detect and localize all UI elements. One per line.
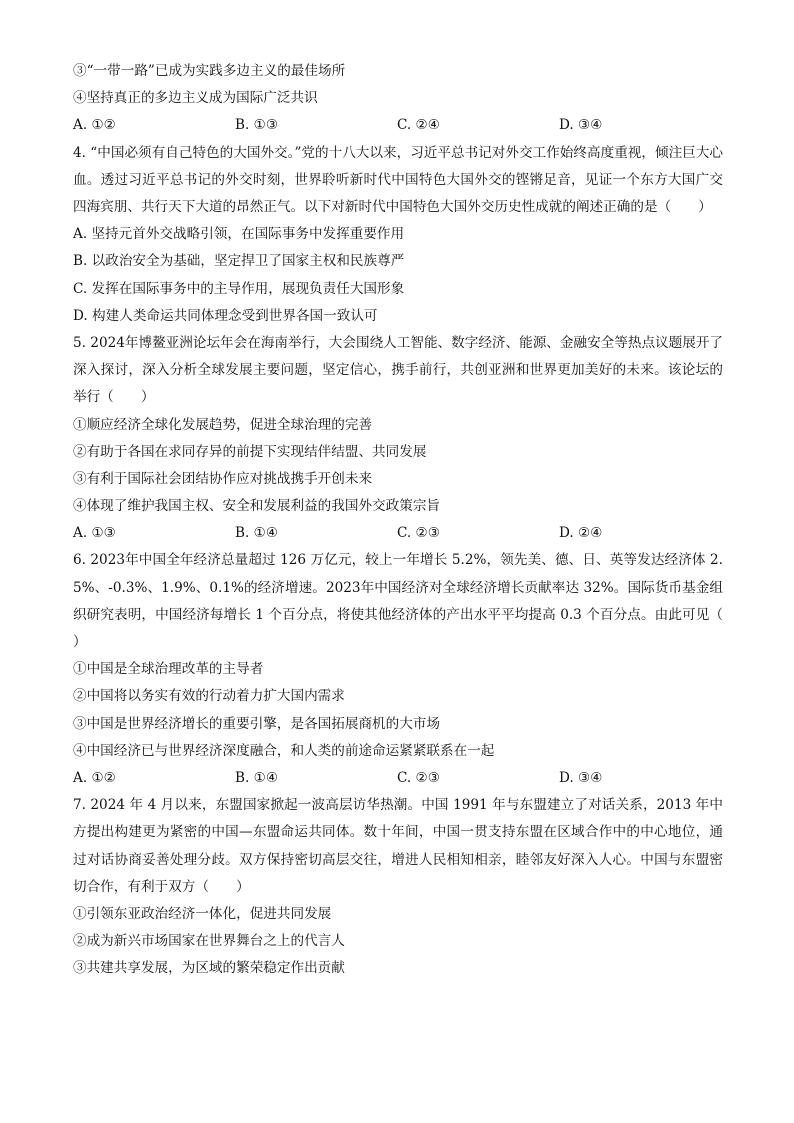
statement-item: ③共建共享发展，为区域的繁荣稳定作出贡献 xyxy=(73,960,345,977)
choice-d: D. 构建人类命运共同体理念受到世界各国一致认可 xyxy=(73,307,378,324)
option-d: D. ②④ xyxy=(559,525,603,542)
question-5-stem: 5. 2024年博鳌亚洲论坛年会在海南举行，大会围绕人工智能、数字经济、能源、金融安全等热点议题展开了深入探讨，深入分析全球发展主要问题，坚定信心，携手前行，共创亚洲和世界更加美好的未来。该论坛的举行（ ） xyxy=(73,334,724,406)
statement-item: ④坚持真正的多边主义成为国际广泛共识 xyxy=(73,90,318,107)
statement-item: ③中国是世界经济增长的重要引擎，是各国拓展商机的大市场 xyxy=(73,715,441,732)
option-a: A. ①② xyxy=(73,770,116,787)
statement-item: ②有助于各国在求同存异的前提下实现结伴结盟、共同发展 xyxy=(73,443,427,460)
question-6-stem: 6. 2023年中国全年经济总量超过 126 万亿元，较上一年增长 5.2%，领先美、德、日、英等发达经济体 2.5%、-0.3%、1.9%、0.1%的经济增速。2023年中国经济对全球经济增长贡献率达 32%。国际货币基金组织研究表明，中国经济每增长 1 个百分点，将使其他经济体的产出水平平均提高 0.3 个百分点。由此可见（ ） xyxy=(73,552,751,651)
option-c: C. ②③ xyxy=(397,770,440,787)
statement-item: ④中国经济已与世界经济深度融合，和人类的前途命运紧紧联系在一起 xyxy=(73,742,495,759)
answer-options xyxy=(73,765,723,792)
option-d: D. ③④ xyxy=(559,770,603,787)
option-d: D. ③④ xyxy=(559,117,603,134)
statement-item: ①顺应经济全球化发展趋势，促进全球治理的完善 xyxy=(73,416,373,433)
statement-item: ④体现了维护我国主权、安全和发展利益的我国外交政策宗旨 xyxy=(73,498,441,515)
statement-item: ①引领东亚政治经济一体化，促进共同发展 xyxy=(73,906,332,923)
exam-page xyxy=(73,58,751,983)
statement-item: ②成为新兴市场国家在世界舞台之上的代言人 xyxy=(73,933,345,950)
option-a: A. ①③ xyxy=(73,525,116,542)
statement-item: ①中国是全球治理改革的主导者 xyxy=(73,661,264,678)
option-c: C. ②③ xyxy=(397,525,440,542)
option-b: B. ①④ xyxy=(235,525,279,542)
question-7-stem: 7. 2024 年 4 月以来，东盟国家掀起一波高层访华热潮。中国 1991 年与东盟建立了对话关系，2013 年中方提出构建更为紧密的中国—东盟命运共同体。数十年间，中国一贯支持东盟在区域合作中的中心地位，通过对话协商妥善处理分歧。双方保持密切高层交往，增进人民相知相亲，睦邻友好深入人心。中国与东盟密切合作，有利于双方（ ） xyxy=(73,797,723,895)
choice-c: C. 发挥在国际事务中的主导作用，展现负责任大国形象 xyxy=(73,280,405,297)
choice-b: B. 以政治安全为基础，坚定捍卫了国家主权和民族尊严 xyxy=(73,253,405,270)
option-c: C. ②④ xyxy=(397,117,440,134)
statement-item: ③有利于国际社会团结协作应对挑战携手开创未来 xyxy=(73,470,373,487)
choice-a: A. 坚持元首外交战略引领，在国际事务中发挥重要作用 xyxy=(73,226,405,243)
option-a: A. ①② xyxy=(73,117,116,134)
statement-item: ③“一带一路”已成为实践多边主义的最佳场所 xyxy=(73,63,346,79)
option-b: B. ①③ xyxy=(235,117,279,134)
statement-item: ②中国将以务实有效的行动着力扩大国内需求 xyxy=(73,688,345,705)
answer-options xyxy=(73,112,723,139)
answer-options xyxy=(73,520,723,547)
option-b: B. ①④ xyxy=(235,770,279,787)
question-4-stem: 4. “中国必须有自己特色的大国外交。”党的十八大以来，习近平总书记对外交工作始终高度重视，倾注巨大心血。透过习近平总书记的外交时刻，世界聆听新时代中国特色大国外交的铿锵足音，见证一个东方大国广交四海宾朋、共行天下大道的昂然正气。以下对新时代中国特色大国外交历史性成就的阐述正确的是（ ） xyxy=(73,144,723,215)
